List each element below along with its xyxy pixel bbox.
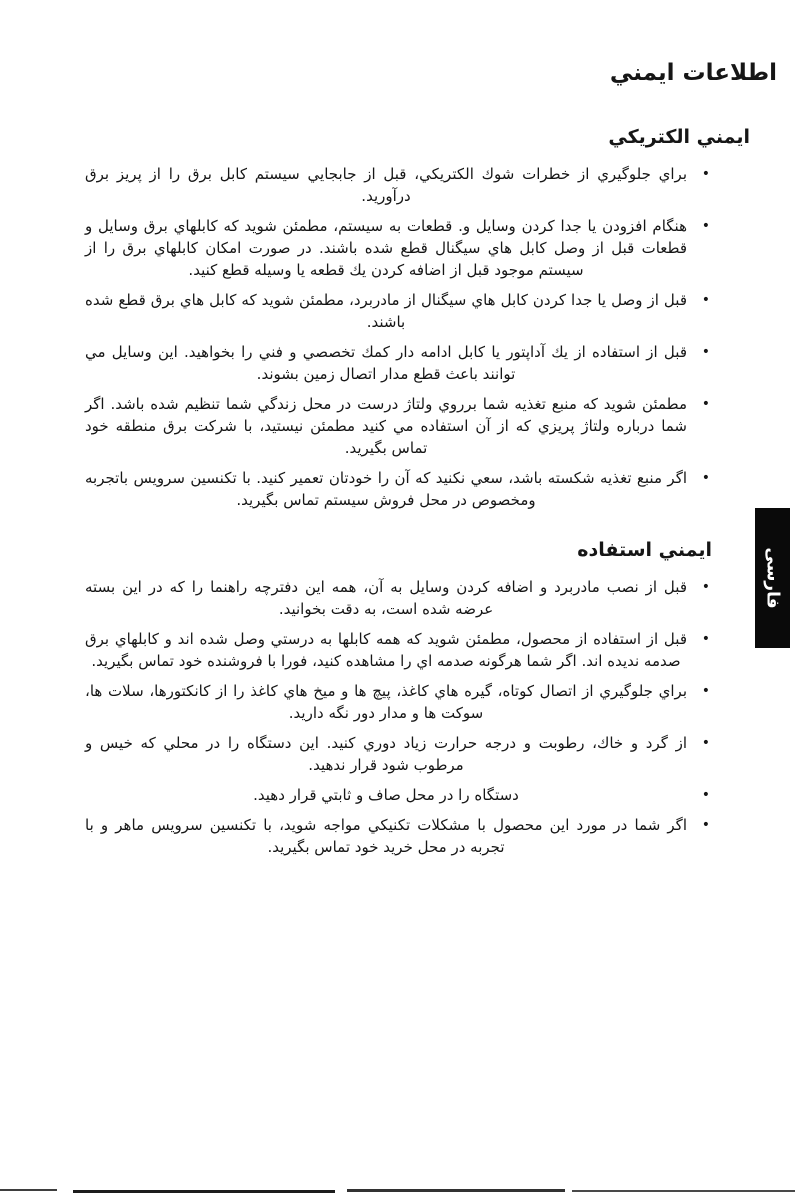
list-item-text: قبل از وصل يا جدا كردن كابل هاي سيگنال از مادربرد، مطمئن شويد كه كابل هاي برق قطع شده باشند.	[85, 291, 687, 331]
bullet-icon: •	[701, 735, 710, 751]
list-item-text: قبل از استفاده از محصول، مطمئن شويد كه همه كابلها به درستي وصل شده اند و كابلهاي برق صدمه نديده اند. اگر شما هرگونه صدمه اي را مشاهده كنيد، فورا با فروشنده خود تماس بگيريد.	[85, 630, 687, 670]
scan-artifact-line	[572, 1190, 795, 1192]
language-side-tab	[755, 508, 790, 648]
list-item	[85, 628, 710, 672]
bullet-icon: •	[701, 344, 710, 360]
bullet-icon: •	[701, 292, 710, 308]
bullet-icon: •	[701, 817, 710, 833]
section-heading-usage-safety: ايمني استفاده	[577, 539, 712, 561]
list-item	[85, 467, 710, 511]
electrical-safety-list	[85, 163, 710, 511]
list-item-text: اگر منبع تغذيه شكسته باشد، سعي نكنيد كه آن را خودتان تعمير كنيد. با تكنسين سرويس باتجربه ومخصوص در محل فروش سيستم تماس بگيريد.	[85, 469, 687, 509]
list-item	[85, 289, 710, 333]
list-item	[85, 163, 710, 207]
list-item	[85, 341, 710, 385]
list-item-text: قبل از نصب مادربرد و اضافه كردن وسايل به آن، همه اين دفترچه راهنما را كه در اين بسته عرضه شده است، به دقت بخوانيد.	[85, 578, 687, 618]
section-heading-electrical-safety: ايمني الكتريكي	[608, 126, 750, 148]
list-item	[85, 814, 710, 858]
list-item-text: براي جلوگيري از اتصال كوتاه، گيره هاي كاغذ، پيچ ها و ميخ هاي كاغذ را از كانكتورها، سلات ها، سوكت ها و مدار دور نگه داريد.	[85, 682, 687, 722]
bullet-icon: •	[701, 166, 710, 182]
list-item-text: از گرد و خاك، رطوبت و درجه حرارت زياد دوري كنيد. اين دستگاه را در محلي كه خيس و مرطوب شود قرار ندهيد.	[85, 734, 687, 774]
bullet-icon: •	[701, 396, 710, 412]
list-item	[85, 784, 710, 806]
list-item	[85, 576, 710, 620]
bullet-icon: •	[701, 787, 710, 803]
list-item-text: اگر شما در مورد اين محصول با مشكلات تكنيكي مواجه شويد، با تكنسين سرويس ماهر و با تجربه در محل خريد خود تماس بگيريد.	[85, 816, 687, 856]
list-item	[85, 393, 710, 459]
list-item-text: مطمئن شويد كه منبع تغذيه شما برروي ولتاژ درست در محل زندگي شما تنظيم شده باشد. اگر شما درباره ولتاژ پريزي كه از آن استفاده مي كنيد مطمئن نيستيد، با شركت برق منطقه خود تماس بگيريد.	[85, 395, 687, 457]
list-item	[85, 680, 710, 724]
list-item	[85, 215, 710, 281]
bullet-icon: •	[701, 218, 710, 234]
usage-safety-list	[85, 576, 710, 858]
list-item	[85, 732, 710, 776]
language-tab-label: فارسی	[762, 547, 783, 609]
list-item-text: براي جلوگيري از خطرات شوك الكتريكي، قبل از جابجايي سيستم كابل برق را از پريز برق درآوريد.	[85, 165, 687, 205]
scan-artifact-line	[0, 1189, 57, 1191]
scan-artifact-line	[347, 1189, 565, 1192]
bullet-icon: •	[701, 470, 710, 486]
list-item-text: دستگاه را در محل صاف و ثابتي قرار دهيد.	[253, 786, 519, 804]
list-item-text: هنگام افزودن يا جدا كردن وسايل و. قطعات به سيستم، مطمئن شويد كه كابلهاي برق وسايل و قطعات قبل از وصل كابل هاي سيگنال قطع شده باشند. در صورت امكان كابلهاي برق را از سيستم موجود قبل از اضافه كردن يك قطعه يا وسيله قطع كنيد.	[85, 217, 687, 279]
bullet-icon: •	[701, 579, 710, 595]
bullet-icon: •	[701, 683, 710, 699]
scan-artifact-line	[73, 1190, 335, 1193]
page-title: اطلاعات ايمني	[609, 60, 777, 86]
list-item-text: قبل از استفاده از يك آداپتور يا كابل ادامه دار كمك تخصصي و فني را بخواهيد. اين وسايل مي توانند باعث قطع مدار اتصال زمين بشوند.	[85, 343, 687, 383]
bullet-icon: •	[701, 631, 710, 647]
